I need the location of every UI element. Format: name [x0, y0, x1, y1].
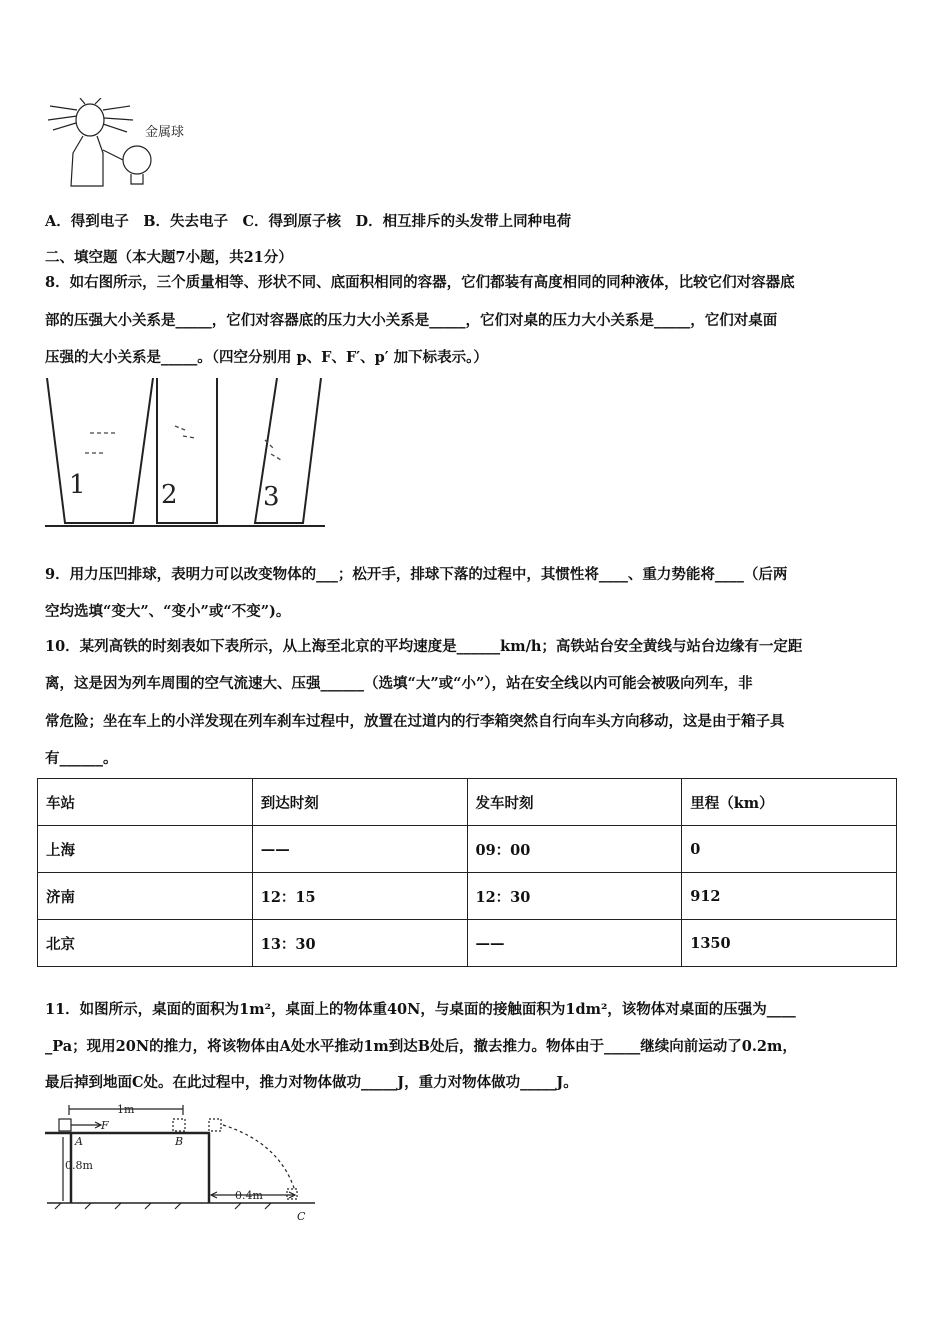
- q11-line: 11．如图所示，桌面的面积为1m²，桌面上的物体重40N，与桌面的接触面积为1dm²，该物体对桌面的压强为____: [45, 1001, 796, 1018]
- header-cell: 发车时刻: [467, 779, 682, 826]
- q8-line: 8．如右图所示，三个质量相等、形状不同、底面积相同的容器，它们都装有高度相同的同种液体，比较它们对容器底: [45, 274, 795, 291]
- table-cell: 济南: [38, 873, 253, 920]
- q11-line: _Pa；现用20N的推力，将该物体由A处水平推动1m到达B处后，撤去推力。物体由于_____继续向前运动了0.2m，: [45, 1038, 797, 1055]
- table-cell: 上海: [38, 826, 253, 873]
- header-cell: 车站: [38, 779, 253, 826]
- q10-line: 常危险；坐在车上的小洋发现在列车刹车过程中，放置在过道内的行李箱突然自行向车头方向移动，这是由于箱子具: [45, 713, 785, 730]
- header-cell: 到达时刻: [252, 779, 467, 826]
- table-row: [38, 826, 897, 873]
- svg-text:F: F: [101, 1119, 109, 1132]
- table-cell: 北京: [38, 920, 253, 967]
- table-cell: 12：15: [252, 873, 467, 920]
- svg-text:1m: 1m: [117, 1103, 135, 1116]
- q9-line: 空均选填“变大”、“变小”或“不变”)。: [45, 603, 291, 620]
- svg-text:0.4m: 0.4m: [235, 1189, 263, 1202]
- table-row: [38, 920, 897, 967]
- svg-text:C: C: [297, 1210, 306, 1223]
- table-cell: ——: [467, 920, 682, 967]
- header-cell: 里程（km）: [682, 779, 897, 826]
- svg-text:1: 1: [69, 470, 86, 500]
- svg-text:0.8m: 0.8m: [65, 1159, 93, 1172]
- q10-line: 有______。: [45, 750, 118, 767]
- svg-text:金属球: 金属球: [145, 125, 185, 140]
- table-header-row: [38, 779, 897, 826]
- table-push-figure: [45, 1103, 320, 1228]
- svg-text:3: 3: [263, 482, 280, 512]
- three-containers-figure: [45, 378, 325, 530]
- girl-metal-ball-figure: [45, 98, 205, 190]
- table-row: [38, 873, 897, 920]
- svg-text:A: A: [75, 1135, 83, 1148]
- q11-line: 最后掉到地面C处。在此过程中，推力对物体做功_____J，重力对物体做功_____J。: [45, 1074, 578, 1091]
- q9-line: 9．用力压凹排球，表明力可以改变物体的___；松开手，排球下落的过程中，其惯性将____、重力势能将____（后两: [45, 566, 788, 583]
- svg-text:B: B: [175, 1135, 184, 1148]
- q10-line: 离，这是因为列车周围的空气流速大、压强______（选填“大”或“小”），站在安全线以内可能会被吸向列车，非: [45, 675, 753, 692]
- table-cell: 912: [682, 873, 897, 920]
- table-cell: 1350: [682, 920, 897, 967]
- q7-options: A．得到电子 B．失去电子 C．得到原子核 D．相互排斥的头发带上同种电荷: [45, 213, 572, 230]
- train-timetable: [37, 778, 897, 967]
- table-cell: 0: [682, 826, 897, 873]
- section-2-title: 二、填空题（本大题7小题，共21分）: [45, 249, 293, 266]
- table-cell: ——: [252, 826, 467, 873]
- svg-text:2: 2: [161, 480, 178, 510]
- table-cell: 09：00: [467, 826, 682, 873]
- q10-line: 10．某列高铁的时刻表如下表所示，从上海至北京的平均速度是______km/h；高铁站台安全黄线与站台边缘有一定距: [45, 638, 803, 655]
- table-cell: 12：30: [467, 873, 682, 920]
- q8-line: 压强的大小关系是_____。（四空分别用 p、F、F′、p′ 加下标表示。）: [45, 349, 488, 366]
- table-cell: 13：30: [252, 920, 467, 967]
- q8-line: 部的压强大小关系是_____，它们对容器底的压力大小关系是_____，它们对桌的压力大小关系是_____，它们对桌面: [45, 312, 778, 329]
